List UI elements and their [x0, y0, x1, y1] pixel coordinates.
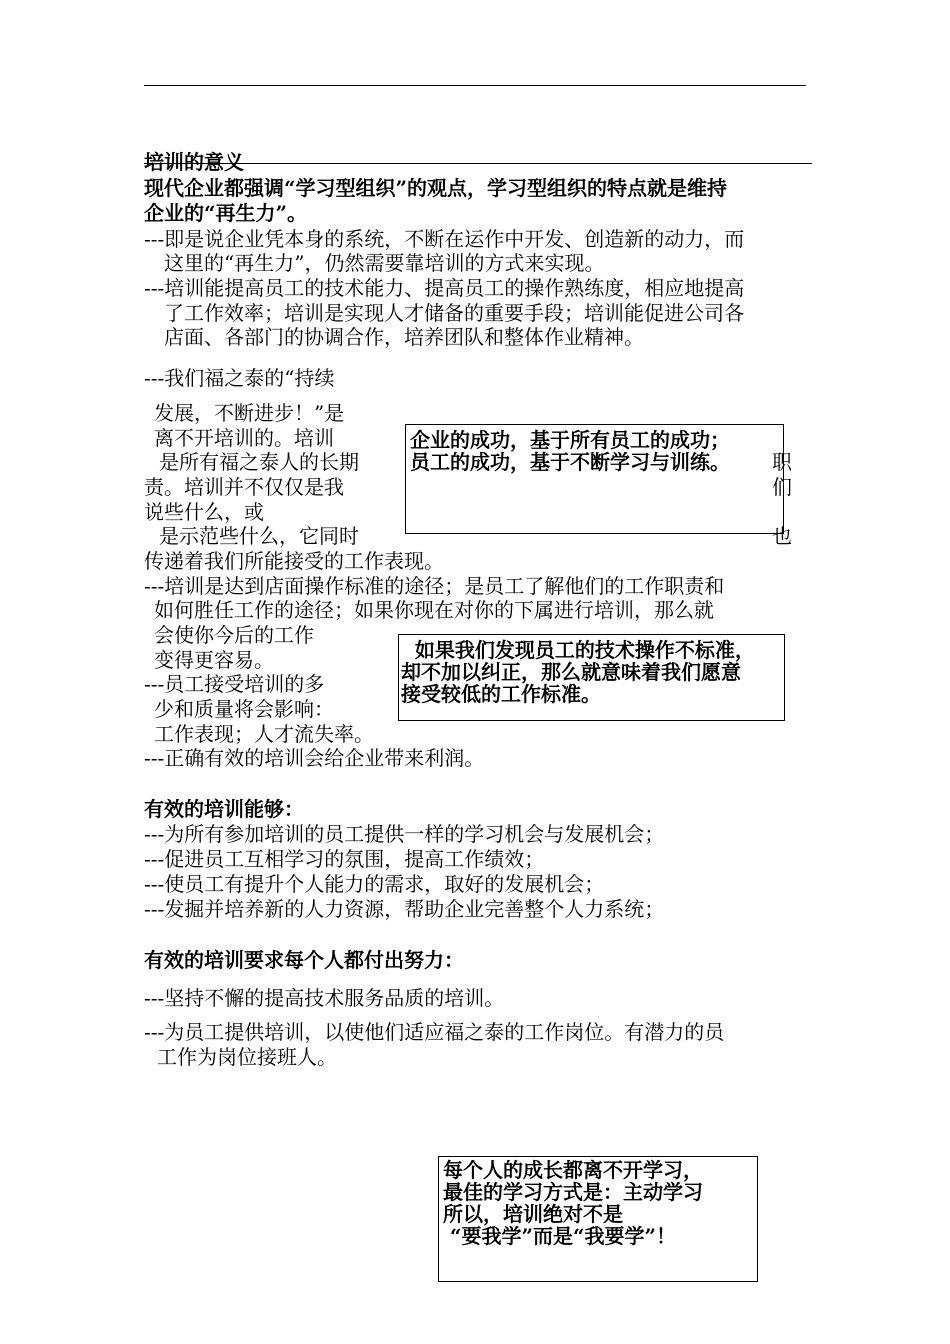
heading-effort-required: 有效的培训要求每个人都付出努力： — [144, 948, 464, 972]
list-item: ---促进员工互相学习的氛围，提高工作绩效； — [144, 847, 545, 871]
header-rule — [144, 85, 806, 86]
p3-line-1: ---我们福之泰的“持续 — [144, 366, 335, 390]
p3-line-4: 是所有福之泰人的长期 — [159, 450, 359, 474]
callout-box-standard — [398, 634, 785, 721]
callout-box-learning-line-2: 最佳的学习方式是：主动学习 — [443, 1180, 703, 1204]
callout-box-success — [405, 424, 784, 534]
p3-line-5-right: 们 — [772, 475, 792, 499]
heading-effective-training: 有效的培训能够： — [144, 797, 304, 821]
section-title-rule — [144, 163, 812, 164]
p6-line: ---正确有效的培训会给企业带来利润。 — [144, 746, 485, 770]
callout-box-learning-line-1: 每个人的成长都离不开学习， — [443, 1158, 703, 1182]
intro-line-1: 现代企业都强调“学习型组织”的观点，学习型组织的特点就是维持 — [144, 176, 728, 200]
p4-line-2: 如何胜任工作的途径；如果你现在对你的下属进行培训，那么就 — [154, 598, 714, 622]
p5-line-2: 少和质量将会影响： — [154, 697, 334, 721]
p3-line-7: 是示范些什么，它同时 — [159, 524, 359, 548]
callout-box-learning-line-3: 所以，培训绝对不是 — [443, 1202, 623, 1226]
p3-line-2: 发展，不断进步！”是 — [154, 401, 345, 425]
callout-box-learning — [438, 1156, 758, 1282]
p1-line-1: ---即是说企业凭本身的系统，不断在运作中开发、创造新的动力，而 — [144, 227, 745, 251]
p2-line-3: 店面、各部门的协调合作，培养团队和整体作业精神。 — [164, 325, 644, 349]
callout-box-success-line-1: 企业的成功，基于所有员工的成功； — [410, 428, 730, 452]
section-title: 培训的意义 — [144, 150, 244, 174]
p3-line-3: 离不开培训的。培训 — [154, 426, 334, 450]
p7-line: ---坚持不懈的提高技术服务品质的培训。 — [144, 986, 505, 1010]
p5-line-1: ---员工接受培训的多 — [144, 672, 325, 696]
p3-line-8: 传递着我们所能接受的工作表现。 — [144, 549, 444, 573]
p3-line-4-right: 职 — [772, 450, 792, 474]
intro-line-2: 企业的“再生力”。 — [144, 201, 308, 225]
p4-line-4: 变得更容易。 — [154, 648, 274, 672]
callout-box-learning-line-4: “要我学”而是“我要学”！ — [443, 1224, 676, 1248]
p8-line-1: ---为员工提供培训，以使他们适应福之泰的工作岗位。有潜力的员 — [144, 1020, 725, 1044]
list-item: ---为所有参加培训的员工提供一样的学习机会与发展机会； — [144, 822, 665, 846]
p3-line-7-right: 也 — [772, 524, 792, 548]
list-item: ---使员工有提升个人能力的需求，取好的发展机会； — [144, 872, 605, 896]
p5-line-3: 工作表现；人才流失率。 — [154, 722, 374, 746]
callout-box-success-line-2: 员工的成功，基于不断学习与训练。 — [410, 450, 730, 474]
p2-line-2: 了工作效率；培训是实现人才储备的重要手段；培训能促进公司各 — [164, 301, 744, 325]
p3-line-5: 责。培训并不仅仅是我 — [144, 475, 344, 499]
p4-line-1: ---培训是达到店面操作标准的途径；是员工了解他们的工作职责和 — [144, 574, 725, 598]
p4-line-3: 会使你今后的工作 — [154, 623, 314, 647]
list-item: ---发掘并培养新的人力资源，帮助企业完善整个人力系统； — [144, 897, 665, 921]
callout-box-standard-line-3: 接受较低的工作标准。 — [401, 682, 601, 706]
p3-line-6: 说些什么，或 — [144, 500, 264, 524]
callout-box-standard-line-2: 却不加以纠正，那么就意味着我们愿意 — [401, 660, 741, 684]
p1-line-2: 这里的“再生力”，仍然需要靠培训的方式来实现。 — [164, 251, 605, 275]
p8-line-2: 工作为岗位接班人。 — [157, 1045, 337, 1069]
p2-line-1: ---培训能提高员工的技术能力、提高员工的操作熟练度，相应地提高 — [144, 276, 745, 300]
callout-box-standard-line-1: 如果我们发现员工的技术操作不标准， — [401, 638, 755, 662]
